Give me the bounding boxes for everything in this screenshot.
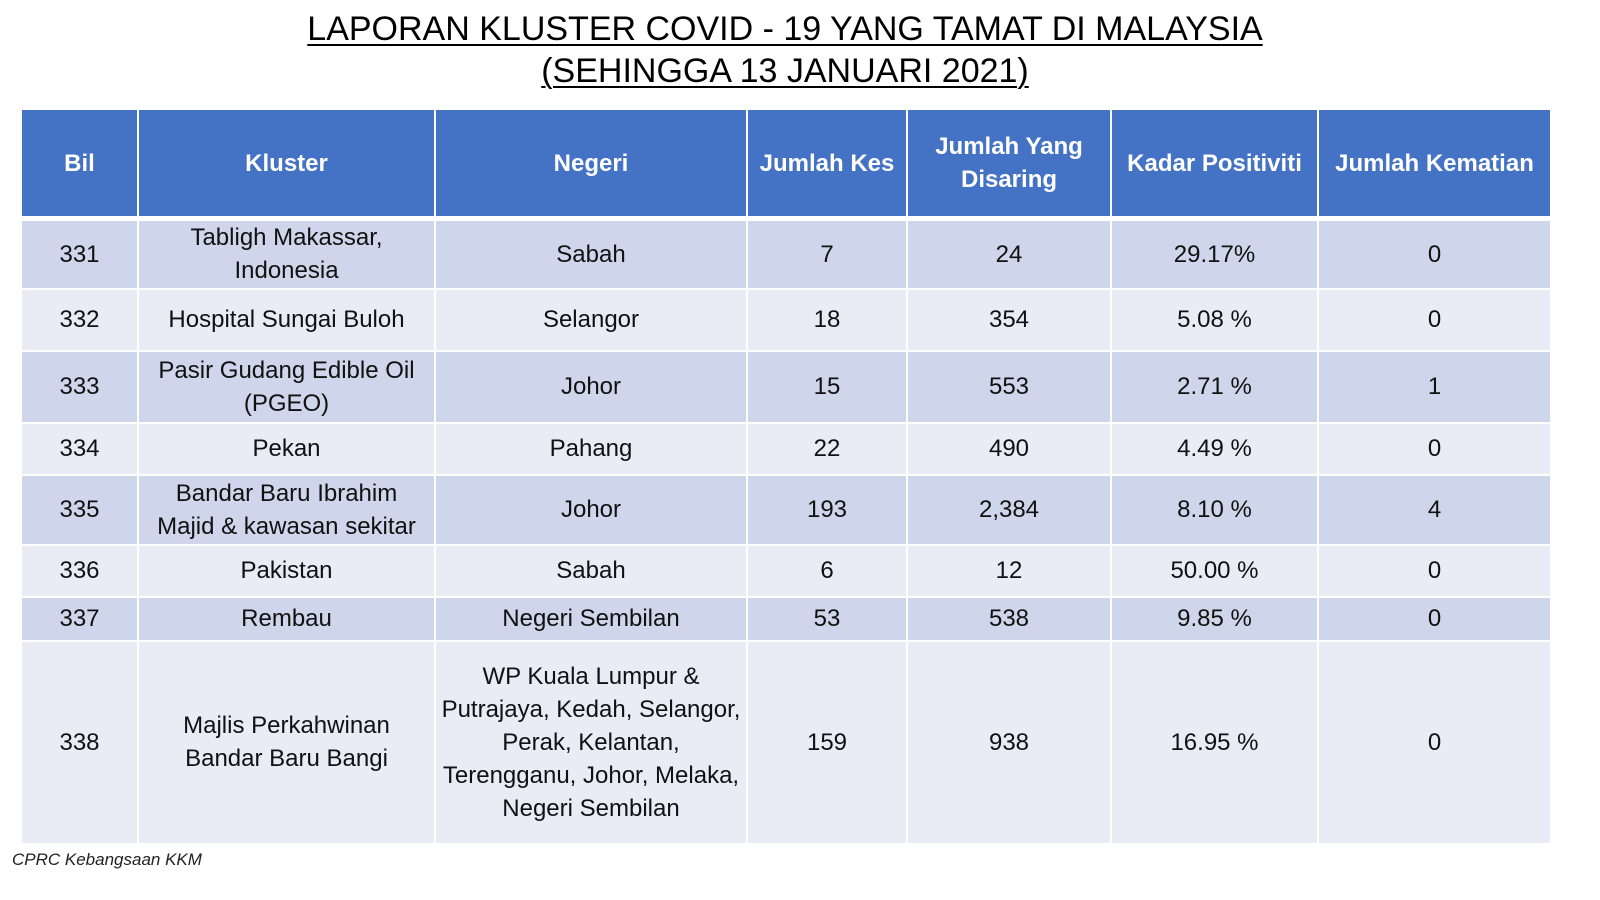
cell-negeri-line: Putrajaya, Kedah, Selangor, [441, 695, 741, 723]
header-kadar-positiviti: Kadar Positiviti [1111, 109, 1318, 219]
cell-jumlah-disaring: 490 [907, 423, 1111, 475]
report-title [0, 8, 1570, 92]
cell-bil: 335 [21, 475, 138, 545]
report-title-line-2: (SEHINGGA 13 JANUARI 2021) [541, 52, 1029, 90]
cell-negeri: Negeri Sembilan [435, 597, 747, 641]
header-row [21, 109, 1551, 219]
cell-jumlah-kes: 7 [747, 219, 907, 289]
cell-jumlah-disaring: 938 [907, 641, 1111, 844]
header-bil: Bil [21, 109, 138, 219]
cell-kluster: Pakistan [138, 545, 435, 597]
cell-bil: 333 [21, 351, 138, 423]
header-jumlah-kes: Jumlah Kes [747, 109, 907, 219]
cell-jumlah-disaring: 354 [907, 289, 1111, 351]
cluster-table-container [20, 108, 1550, 845]
cell-jumlah-disaring: 538 [907, 597, 1111, 641]
cell-jumlah-kes: 159 [747, 641, 907, 844]
cell-bil: 338 [21, 641, 138, 844]
cell-bil: 337 [21, 597, 138, 641]
cell-negeri: Sabah [435, 545, 747, 597]
cluster-table [20, 108, 1552, 845]
table-row [21, 597, 1551, 641]
cell-kluster: Hospital Sungai Buloh [138, 289, 435, 351]
cell-negeri: Johor [435, 351, 747, 423]
cell-bil: 332 [21, 289, 138, 351]
cell-jumlah-disaring: 12 [907, 545, 1111, 597]
table-header [21, 109, 1551, 219]
cell-kadar-positiviti: 16.95 % [1111, 641, 1318, 844]
cell-kluster: Rembau [138, 597, 435, 641]
cell-bil: 336 [21, 545, 138, 597]
cell-jumlah-kematian: 0 [1318, 597, 1551, 641]
cell-jumlah-kematian: 0 [1318, 219, 1551, 289]
cell-kluster [138, 351, 435, 423]
cell-kadar-positiviti: 9.85 % [1111, 597, 1318, 641]
header-jumlah-disaring [907, 109, 1111, 219]
cell-kluster-line: Majlis Perkahwinan [183, 712, 390, 739]
source-footnote: CPRC Kebangsaan KKM [12, 850, 202, 869]
header-negeri: Negeri [435, 109, 747, 219]
cell-jumlah-kematian: 4 [1318, 475, 1551, 545]
cell-kluster-line: (PGEO) [243, 389, 330, 417]
header-jumlah-kematian: Jumlah Kematian [1318, 109, 1551, 219]
cell-jumlah-kematian: 0 [1318, 423, 1551, 475]
cell-jumlah-disaring: 2,384 [907, 475, 1111, 545]
cell-negeri: Selangor [435, 289, 747, 351]
cell-negeri: Johor [435, 475, 747, 545]
cell-jumlah-kematian: 0 [1318, 289, 1551, 351]
cell-jumlah-kes: 22 [747, 423, 907, 475]
header-kluster: Kluster [138, 109, 435, 219]
table-row [21, 475, 1551, 545]
cell-jumlah-kematian: 0 [1318, 641, 1551, 844]
cell-bil: 334 [21, 423, 138, 475]
cell-jumlah-kes: 18 [747, 289, 907, 351]
cell-jumlah-disaring: 24 [907, 219, 1111, 289]
cell-negeri-line: WP Kuala Lumpur & [482, 662, 700, 690]
table-row [21, 641, 1551, 844]
cell-kluster-line: Bandar Baru Bangi [185, 745, 388, 772]
cell-kadar-positiviti: 5.08 % [1111, 289, 1318, 351]
cell-kluster [138, 475, 435, 545]
cell-kluster-line: Indonesia [234, 257, 339, 285]
header-jumlah-disaring-line-1: Jumlah Yang [935, 133, 1083, 160]
cell-kluster-line: Majid & kawasan sekitar [157, 512, 416, 540]
cell-bil: 331 [21, 219, 138, 289]
report-title-line-1: LAPORAN KLUSTER COVID - 19 YANG TAMAT DI MALAYSIA [307, 10, 1263, 48]
cell-jumlah-kematian: 0 [1318, 545, 1551, 597]
cell-negeri-line: Negeri Sembilan [502, 794, 680, 822]
cell-jumlah-disaring: 553 [907, 351, 1111, 423]
cell-kadar-positiviti: 50.00 % [1111, 545, 1318, 597]
cell-negeri-line: Terengganu, Johor, Melaka, [442, 761, 740, 789]
cell-kadar-positiviti: 2.71 % [1111, 351, 1318, 423]
cell-jumlah-kes: 193 [747, 475, 907, 545]
cell-jumlah-kes: 6 [747, 545, 907, 597]
table-row [21, 423, 1551, 475]
cell-kluster [138, 641, 435, 844]
cell-negeri: Sabah [435, 219, 747, 289]
cell-kluster-line: Bandar Baru Ibrahim [175, 479, 398, 507]
cell-kluster: Pekan [138, 423, 435, 475]
cell-kluster [138, 219, 435, 289]
table-row [21, 351, 1551, 423]
cell-kadar-positiviti: 8.10 % [1111, 475, 1318, 545]
cell-jumlah-kes: 15 [747, 351, 907, 423]
cell-jumlah-kes: 53 [747, 597, 907, 641]
cell-jumlah-kematian: 1 [1318, 351, 1551, 423]
table-row [21, 219, 1551, 289]
cell-negeri [435, 641, 747, 844]
cell-kadar-positiviti: 29.17% [1111, 219, 1318, 289]
table-body [21, 219, 1551, 844]
table-row [21, 289, 1551, 351]
header-jumlah-disaring-line-2: Disaring [960, 166, 1058, 193]
cell-negeri: Pahang [435, 423, 747, 475]
cell-kluster-line: Tabligh Makassar, [190, 224, 383, 252]
cell-kadar-positiviti: 4.49 % [1111, 423, 1318, 475]
cell-kluster-line: Pasir Gudang Edible Oil [158, 356, 415, 384]
cell-negeri-line: Perak, Kelantan, [502, 728, 680, 756]
table-row [21, 545, 1551, 597]
